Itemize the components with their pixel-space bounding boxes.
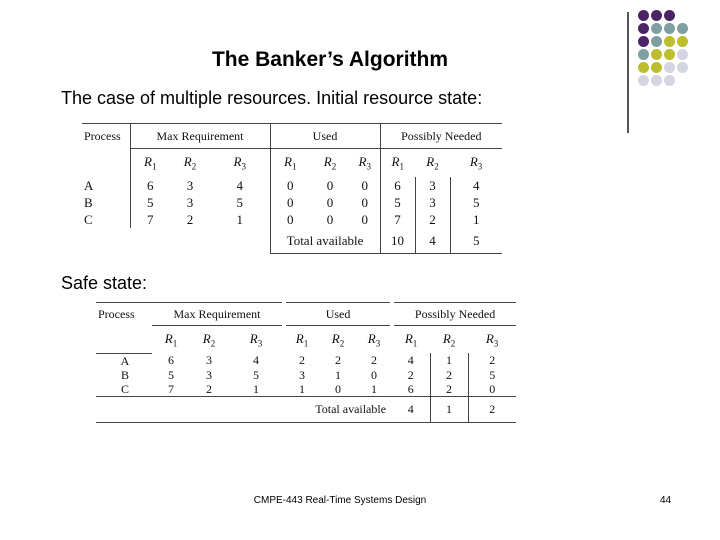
decorative-dot: [677, 49, 688, 60]
table-row: [82, 194, 502, 211]
max-value: 1: [210, 211, 270, 228]
decorative-dot: [651, 23, 662, 34]
slide-subtitle: The case of multiple resources. Initial resource state:: [61, 88, 483, 108]
resource-label: $R_2$: [426, 154, 439, 172]
total-value: 10: [380, 228, 415, 254]
decorative-dot: [651, 75, 662, 86]
resource-label: $R_1$: [284, 154, 297, 172]
max-value: 4: [253, 353, 259, 368]
decorative-dot: [638, 36, 649, 47]
decorative-dot: [664, 10, 675, 21]
total-value: 5: [450, 228, 502, 254]
used-value: 0: [350, 177, 380, 194]
possibly-needed-header: Possibly Needed: [392, 303, 516, 326]
process-name: A: [120, 353, 130, 368]
needed-value: 4: [473, 178, 480, 193]
used-value: 3: [299, 367, 306, 382]
max-value: 5: [253, 367, 259, 382]
total-available-row: [96, 396, 516, 422]
total-available-label: Total available: [284, 396, 392, 422]
used-value: 1: [335, 367, 342, 382]
used-value: 0: [287, 178, 294, 193]
used-value: 0: [287, 195, 294, 210]
used-header: Used: [284, 303, 392, 326]
decorative-dot: [664, 75, 675, 86]
resource-label: $R_3$: [367, 330, 381, 349]
max-requirement-header: Max Requirement: [130, 124, 270, 149]
resource-header-row: [82, 149, 502, 178]
decorative-dot: [638, 23, 649, 34]
used-value: 2: [299, 353, 306, 368]
max-value: 1: [253, 381, 259, 396]
needed-value: 1: [430, 353, 468, 368]
possibly-needed-header: Possibly Needed: [380, 124, 502, 149]
footer-course-title: CMPE-443 Real-Time Systems Design: [253, 495, 427, 506]
max-value: 3: [186, 195, 194, 210]
safe-state-table: [96, 302, 516, 423]
process-header: Process: [82, 124, 130, 149]
needed-value: 2: [430, 382, 468, 397]
max-value: 6: [147, 178, 154, 193]
needed-value: 5: [473, 195, 480, 210]
needed-value: 0: [489, 381, 496, 396]
used-value: 2: [371, 353, 378, 368]
needed-value: 2: [415, 211, 450, 228]
max-value: 7: [168, 381, 174, 396]
needed-value: 6: [380, 177, 415, 194]
total-value: 1: [430, 396, 468, 422]
process-header: Process: [96, 303, 152, 326]
needed-value: 4: [392, 353, 430, 368]
max-value: 4: [210, 177, 270, 194]
decorative-dot: [677, 62, 688, 73]
resource-label: $R_2$: [202, 330, 216, 349]
resource-label: $R_1$: [391, 154, 404, 172]
used-header: Used: [270, 124, 380, 149]
total-available-label: Total available: [270, 228, 380, 254]
needed-value: 7: [380, 211, 415, 228]
needed-value: 6: [392, 382, 430, 397]
decorative-dot: [664, 23, 675, 34]
table-row: [82, 211, 502, 228]
resource-header-row: [96, 326, 516, 354]
resource-label: $R_2$: [183, 154, 197, 172]
needed-value: 2: [430, 368, 468, 382]
table-row: [96, 368, 516, 382]
resource-label: $R_3$: [249, 330, 263, 349]
process-name: B: [120, 367, 129, 382]
needed-value: 5: [380, 194, 415, 211]
process-name: A: [82, 177, 130, 194]
process-name: C: [120, 381, 129, 396]
resource-label: $R_2$: [442, 330, 456, 349]
needed-value: 2: [392, 368, 430, 382]
used-value: 2: [335, 353, 342, 368]
table-row: [96, 382, 516, 397]
initial-state-table: [82, 123, 502, 254]
process-name: C: [82, 211, 130, 228]
total-value: 2: [468, 396, 516, 422]
needed-value: 3: [415, 194, 450, 211]
resource-label: $R_3$: [350, 149, 380, 178]
used-value: 0: [371, 367, 378, 382]
needed-value: 1: [473, 212, 480, 227]
table-row: [82, 177, 502, 194]
needed-value: 5: [489, 367, 496, 382]
max-value: 6: [168, 353, 174, 368]
total-available-row: [82, 228, 502, 254]
decorative-dot: [664, 36, 675, 47]
resource-label: $R_3$: [485, 330, 499, 349]
page-number: 44: [660, 495, 672, 506]
used-value: 0: [350, 211, 380, 228]
max-value: 2: [206, 381, 212, 396]
used-value: 0: [350, 194, 380, 211]
decorative-dot: [664, 62, 675, 73]
process-name: B: [82, 194, 130, 211]
table-header-row: [82, 124, 502, 149]
table-row: [96, 353, 516, 368]
used-value: 1: [299, 381, 306, 396]
used-value: 0: [287, 212, 294, 227]
decorative-dot: [651, 36, 662, 47]
table-header-row: [96, 303, 516, 326]
max-value: 3: [206, 353, 212, 368]
resource-label: $R_2$: [331, 330, 345, 349]
needed-value: 2: [489, 353, 496, 368]
used-value: 0: [326, 178, 334, 193]
used-value: 0: [326, 195, 334, 210]
resource-label: $R_1$: [404, 330, 418, 349]
max-value: 5: [168, 367, 174, 382]
decorative-dot: [664, 49, 675, 60]
max-value: 7: [147, 212, 154, 227]
resource-label: $R_1$: [144, 154, 157, 172]
max-value: 3: [186, 178, 194, 193]
decorative-dot: [677, 23, 688, 34]
total-value: 4: [392, 396, 430, 422]
decorative-dot: [651, 10, 662, 21]
safe-state-label: Safe state:: [61, 273, 148, 293]
decorative-dot: [677, 36, 688, 47]
used-value: 0: [326, 212, 334, 227]
max-value: 5: [210, 194, 270, 211]
vertical-divider: [627, 12, 629, 133]
resource-label: $R_1$: [295, 330, 309, 349]
slide-title: The Banker’s Algorithm: [211, 48, 449, 71]
used-value: 0: [335, 381, 342, 396]
total-value: 4: [415, 228, 450, 254]
max-value: 3: [206, 367, 212, 382]
resource-label: $R_1$: [164, 330, 178, 349]
decorative-dot: [638, 75, 649, 86]
decorative-dot: [638, 10, 649, 21]
max-value: 5: [147, 195, 154, 210]
resource-label: $R_3$: [469, 154, 483, 172]
needed-value: 3: [415, 177, 450, 194]
max-value: 2: [186, 212, 194, 227]
resource-label: $R_3$: [210, 149, 270, 178]
resource-label: $R_2$: [323, 154, 337, 172]
max-requirement-header: Max Requirement: [152, 303, 284, 326]
used-value: 1: [371, 381, 378, 396]
